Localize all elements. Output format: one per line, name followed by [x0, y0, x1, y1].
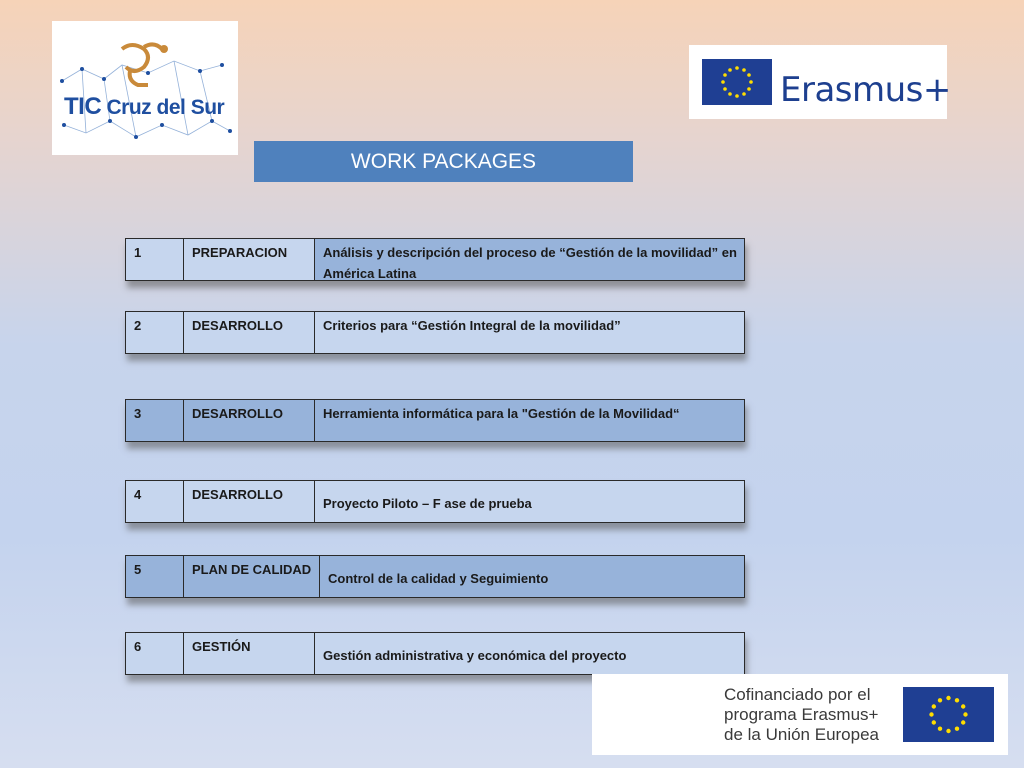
package-description: Análisis y descripción del proceso de “Gestión de la movilidad” en América Latina [315, 239, 744, 280]
package-description: Herramienta informática para la "Gestión de la Movilidad“ [315, 400, 744, 441]
work-package-row-3 [125, 399, 745, 442]
package-number: 6 [126, 633, 184, 674]
tic-cruz-del-sur-logo [52, 21, 238, 155]
work-package-row-2 [125, 311, 745, 354]
cofunding-text [724, 685, 879, 745]
package-description: Gestión administrativa y económica del proyecto [315, 633, 744, 674]
package-number: 5 [126, 556, 184, 597]
eu-cofunding-logo [592, 674, 1008, 755]
network-ostrich-icon [52, 21, 238, 155]
cofunding-line-1: Cofinanciado por el [724, 685, 871, 704]
eu-flag-icon [903, 687, 994, 742]
package-phase: DESARROLLO [184, 312, 315, 353]
package-description: Control de la calidad y Seguimiento [320, 556, 744, 597]
erasmus-plus-text: Erasmus+ [780, 70, 951, 110]
erasmus-plus-logo [689, 45, 951, 119]
package-number: 2 [126, 312, 184, 353]
work-package-row-4 [125, 480, 745, 523]
package-phase: DESARROLLO [184, 481, 315, 522]
eu-flag-icon [702, 59, 772, 105]
logo-tic-text: TIC [64, 93, 102, 120]
package-phase: PREPARACION [184, 239, 315, 280]
work-package-row-1 [125, 238, 745, 281]
package-phase: PLAN DE CALIDAD [184, 556, 320, 597]
logo-brand-text [64, 93, 224, 121]
package-number: 4 [126, 481, 184, 522]
logo-cruz-del-sur-text: Cruz del Sur [106, 96, 225, 119]
package-description: Proyecto Piloto – F ase de prueba [315, 481, 744, 522]
package-description: Criterios para “Gestión Integral de la movilidad” [315, 312, 744, 353]
package-number: 1 [126, 239, 184, 280]
package-phase: DESARROLLO [184, 400, 315, 441]
cofunding-line-3: de la Unión Europea [724, 725, 880, 744]
work-package-row-5 [125, 555, 745, 598]
page-title: WORK PACKAGES [254, 141, 633, 182]
cofunding-line-2: programa Erasmus+ [724, 705, 879, 724]
package-phase: GESTIÓN [184, 633, 315, 674]
package-number: 3 [126, 400, 184, 441]
work-package-row-6 [125, 632, 745, 675]
